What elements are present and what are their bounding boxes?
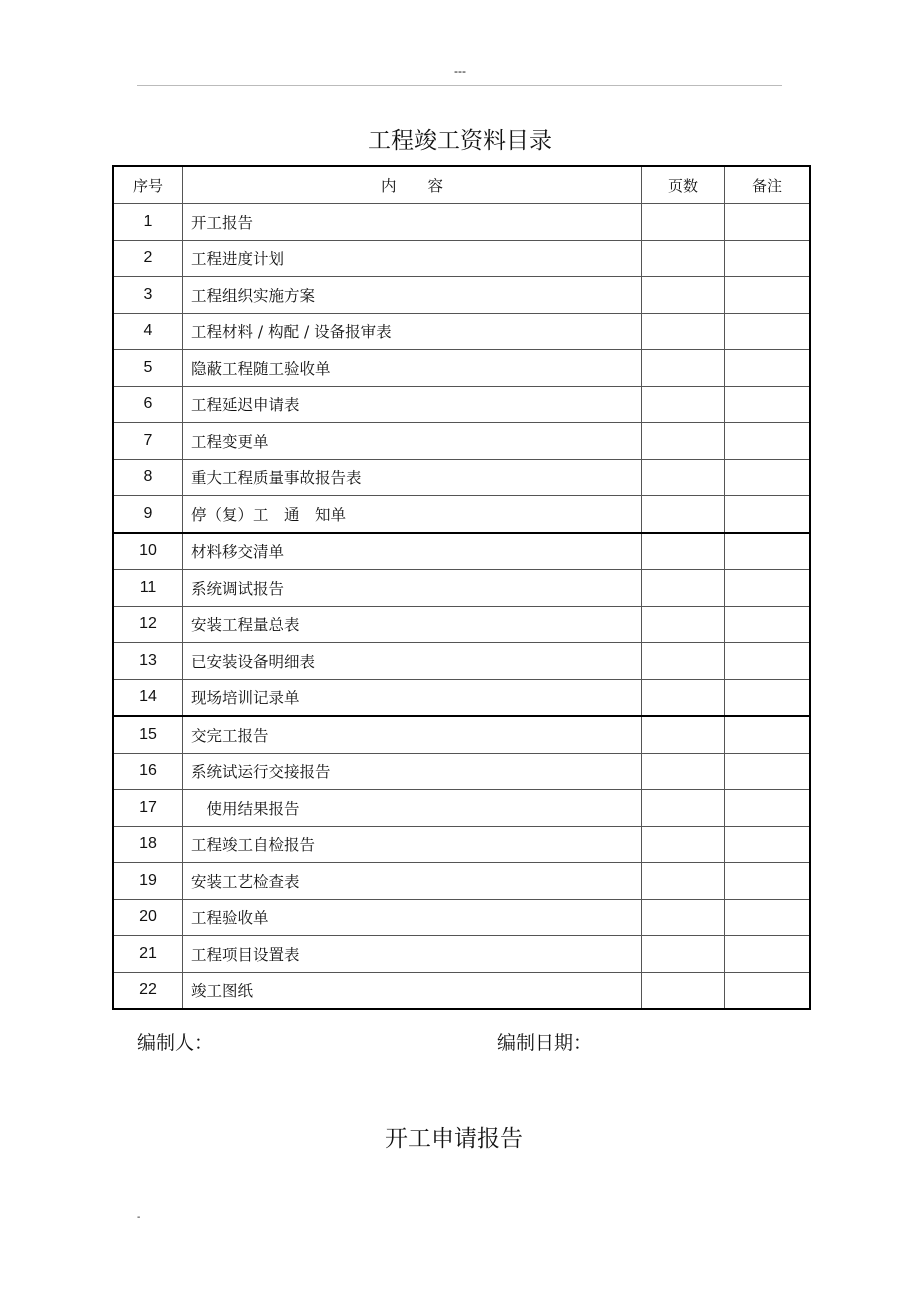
row-pages — [642, 936, 725, 973]
row-notes — [725, 753, 811, 790]
row-notes — [725, 423, 811, 460]
row-content: 工程材料 / 构配 / 设备报审表 — [183, 313, 642, 350]
row-content: 开工报告 — [183, 204, 642, 241]
row-number: 5 — [113, 350, 183, 387]
table-row — [113, 753, 810, 790]
header-rule — [137, 85, 782, 86]
row-notes — [725, 570, 811, 607]
row-number: 3 — [113, 277, 183, 314]
row-number: 7 — [113, 423, 183, 460]
row-content: 重大工程质量事故报告表 — [183, 459, 642, 496]
row-number: 17 — [113, 790, 183, 827]
row-pages — [642, 790, 725, 827]
row-notes — [725, 277, 811, 314]
row-pages — [642, 972, 725, 1009]
row-number: 9 — [113, 496, 183, 533]
row-notes — [725, 204, 811, 241]
table-row — [113, 277, 810, 314]
row-pages — [642, 863, 725, 900]
table-row — [113, 972, 810, 1009]
row-number: 2 — [113, 240, 183, 277]
row-pages — [642, 533, 725, 570]
row-pages — [642, 753, 725, 790]
row-content: 现场培训记录单 — [183, 679, 642, 716]
row-pages — [642, 313, 725, 350]
table-row — [113, 313, 810, 350]
table-row — [113, 936, 810, 973]
row-pages — [642, 643, 725, 680]
row-number: 21 — [113, 936, 183, 973]
table-row — [113, 204, 810, 241]
row-number: 6 — [113, 386, 183, 423]
header-content: 内 容 — [183, 166, 642, 204]
table-row — [113, 496, 810, 533]
header-no: 序号 — [113, 166, 183, 204]
row-notes — [725, 790, 811, 827]
header-pages: 页数 — [642, 166, 725, 204]
table-row — [113, 863, 810, 900]
row-content: 使用结果报告 — [183, 790, 642, 827]
row-content: 系统调试报告 — [183, 570, 642, 607]
page-mark: - — [137, 1212, 141, 1223]
next-section-title: 开工申请报告 — [385, 1126, 523, 1152]
table-row — [113, 386, 810, 423]
compiler-label: 编制人： — [137, 1032, 214, 1054]
row-notes — [725, 533, 811, 570]
row-notes — [725, 459, 811, 496]
row-pages — [642, 716, 725, 753]
row-pages — [642, 899, 725, 936]
row-notes — [725, 606, 811, 643]
row-content: 工程验收单 — [183, 899, 642, 936]
toc-body — [113, 204, 810, 1010]
table-row — [113, 459, 810, 496]
row-pages — [642, 570, 725, 607]
row-notes — [725, 496, 811, 533]
table-row — [113, 606, 810, 643]
row-content: 工程延迟申请表 — [183, 386, 642, 423]
compile-date-label: 编制日期： — [497, 1032, 593, 1054]
row-content: 停（复）工 通 知单 — [183, 496, 642, 533]
table-row — [113, 643, 810, 680]
row-notes — [725, 936, 811, 973]
header-notes: 备注 — [725, 166, 811, 204]
row-notes — [725, 899, 811, 936]
row-pages — [642, 679, 725, 716]
row-notes — [725, 972, 811, 1009]
row-notes — [725, 386, 811, 423]
document-title: 工程竣工资料目录 — [368, 128, 552, 154]
row-number: 12 — [113, 606, 183, 643]
row-number: 20 — [113, 899, 183, 936]
row-number: 13 — [113, 643, 183, 680]
row-number: 15 — [113, 716, 183, 753]
row-content: 安装工艺检查表 — [183, 863, 642, 900]
row-number: 8 — [113, 459, 183, 496]
row-notes — [725, 350, 811, 387]
row-notes — [725, 826, 811, 863]
table-row — [113, 899, 810, 936]
table-row — [113, 423, 810, 460]
row-notes — [725, 313, 811, 350]
row-content: 工程竣工自检报告 — [183, 826, 642, 863]
row-content: 工程组织实施方案 — [183, 277, 642, 314]
toc-table — [112, 165, 811, 1010]
row-pages — [642, 204, 725, 241]
row-notes — [725, 679, 811, 716]
row-pages — [642, 240, 725, 277]
page-header-mark: --- — [454, 64, 466, 78]
row-pages — [642, 606, 725, 643]
row-pages — [642, 277, 725, 314]
row-number: 18 — [113, 826, 183, 863]
row-content: 安装工程量总表 — [183, 606, 642, 643]
row-pages — [642, 350, 725, 387]
table-row — [113, 826, 810, 863]
row-content: 工程变更单 — [183, 423, 642, 460]
table-row — [113, 716, 810, 753]
row-number: 22 — [113, 972, 183, 1009]
row-pages — [642, 496, 725, 533]
table-header-row — [113, 166, 810, 204]
row-content: 系统试运行交接报告 — [183, 753, 642, 790]
row-number: 16 — [113, 753, 183, 790]
row-number: 10 — [113, 533, 183, 570]
row-number: 11 — [113, 570, 183, 607]
row-number: 14 — [113, 679, 183, 716]
table-row — [113, 570, 810, 607]
row-content: 竣工图纸 — [183, 972, 642, 1009]
row-content: 工程项目设置表 — [183, 936, 642, 973]
table-row — [113, 679, 810, 716]
table-row — [113, 533, 810, 570]
row-pages — [642, 459, 725, 496]
row-notes — [725, 716, 811, 753]
row-pages — [642, 826, 725, 863]
row-content: 隐蔽工程随工验收单 — [183, 350, 642, 387]
row-notes — [725, 643, 811, 680]
row-content: 已安装设备明细表 — [183, 643, 642, 680]
row-notes — [725, 863, 811, 900]
row-number: 4 — [113, 313, 183, 350]
row-pages — [642, 423, 725, 460]
row-content: 工程进度计划 — [183, 240, 642, 277]
table-row — [113, 790, 810, 827]
row-number: 1 — [113, 204, 183, 241]
table-row — [113, 240, 810, 277]
table-row — [113, 350, 810, 387]
row-content: 材料移交清单 — [183, 533, 642, 570]
row-number: 19 — [113, 863, 183, 900]
row-content: 交完工报告 — [183, 716, 642, 753]
row-notes — [725, 240, 811, 277]
row-pages — [642, 386, 725, 423]
